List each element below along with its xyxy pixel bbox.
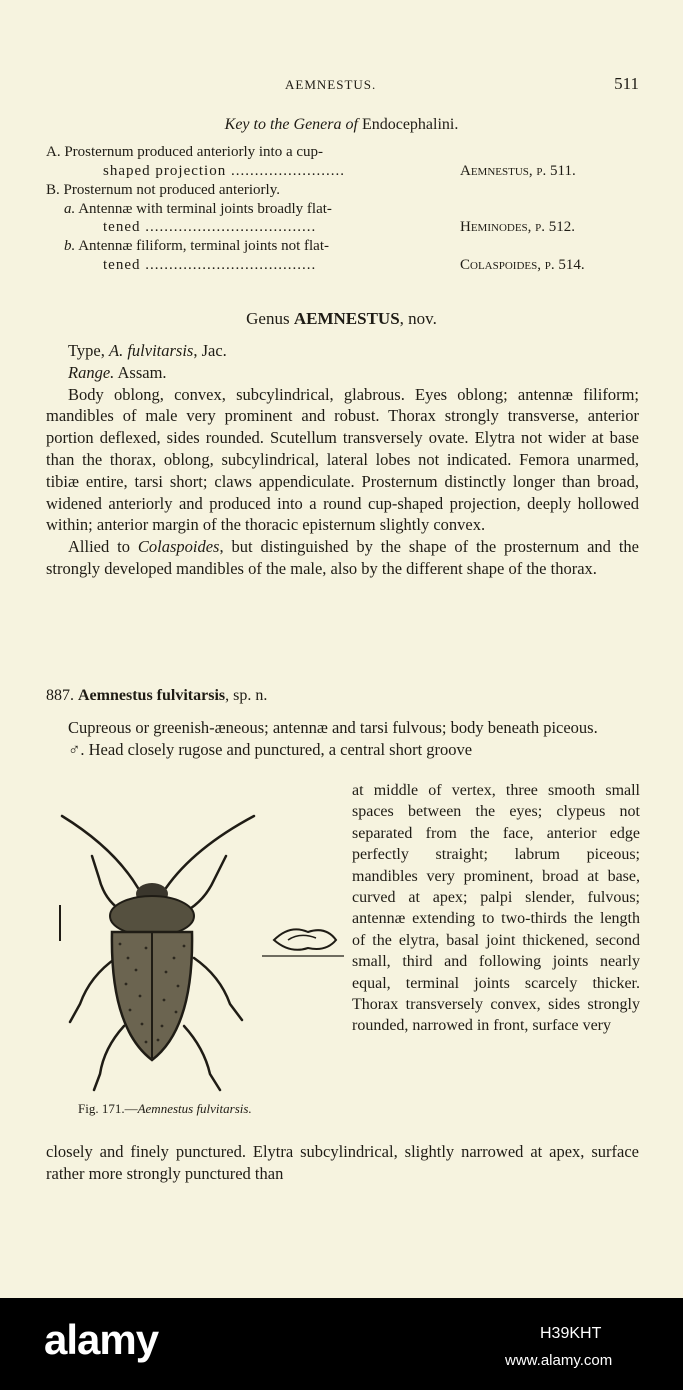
key-title-roman: Endocephalini. [361, 116, 459, 133]
key-entry-a: A. Prosternum produced anteriorly into a cup- [46, 144, 324, 160]
key-entry-b-b-cont: tened .................................... [103, 257, 317, 273]
key-entry-b-a-letter: a. [64, 201, 76, 217]
key-entry-b-a-text: Antennæ with terminal joints broadly flat- [78, 201, 332, 217]
key-entry-b-b-letter: b. [64, 238, 76, 254]
running-head [0, 74, 683, 96]
male-description-start: ♂. Head closely rugose and punctured, a central short groove [68, 739, 473, 759]
key-title-italic: Key to the Genera of [224, 116, 358, 133]
genus-description: Body oblong, convex, subcylindrical, glabrous. Eyes oblong; antennæ filiform; mandibles of male very prominent and robust. Thorax strongly transverse, anterior portion deflexed, sides rounded. Scutellum transversely ovate. Elytra not wider at base than the thorax, oblong, subcylindrical, lateral lobes not indicated. Femora unarmed, tibiæ entire, tarsi short; claws appendiculate. Prosternum distinctly longer than broad, widened anteriorly and produced into a round cup-shaped projection, deeply hollowed within; anterior margin of the thoracic episternum slightly convex. [46, 384, 639, 535]
key-entry-b-b-text: Antennæ filiform, terminal joints not flat- [78, 238, 329, 254]
genus-name: AEMNESTUS [293, 309, 400, 328]
allied-after: , but distinguished by the shape of the prosternum and the strongly developed mandibles of the male, also by the different shape of the thorax. [46, 537, 639, 578]
stock-id: H39KHT [540, 1325, 602, 1342]
scale-bar-icon [56, 905, 64, 941]
male-description-text: at middle of vertex, three smooth small spaces between the eyes; clypeus not separated from the face, anterior edge perfectly straight; labrum piceous; mandibles very prominent, broad at base, curved at apex; palpi slender, fulvous; antennæ extending to two-thirds the length of the elytra, basal joint thickened, second small, third and following joints nearly equal, terminal joints scarcely thicker. Thorax transversely convex, sides strongly rounded, narrowed in front, surface very [352, 782, 640, 1035]
beetle-illustration [54, 808, 264, 1098]
closing-text: closely and finely punctured. Elytra subcylindrical, slightly narrowed at apex, surface rather more strongly punctured than [46, 1142, 639, 1183]
type-author: , Jac. [193, 341, 227, 360]
closing-block [46, 1141, 639, 1185]
key-ref-aemnestus: Aemnestus, p. 511. [460, 163, 576, 179]
coloration: Cupreous or greenish-æneous; antennæ and tarsi fulvous; body beneath piceous. [68, 718, 598, 737]
key-entry-b-a [64, 200, 332, 219]
allied-genus: Colaspoides [137, 537, 220, 557]
allied-note [46, 536, 639, 580]
range-label: Range. [68, 362, 115, 382]
key-entry-a-cont: shaped projection ........................ [103, 163, 345, 179]
type-species: A. fulvitarsis [109, 341, 194, 360]
genus-suffix: , nov. [399, 309, 437, 328]
species-name: Aemnestus fulvitarsis [78, 687, 226, 704]
species-heading [46, 687, 267, 705]
key-ref-heminodes: Heminodes, p. 512. [460, 219, 576, 235]
key-entry-b-a-cont: tened .................................... [103, 219, 317, 235]
species-suffix: , sp. n. [225, 687, 268, 704]
type-label: Type, [68, 341, 105, 360]
genus-description-block [46, 340, 639, 580]
genus-prefix: Genus [246, 309, 290, 328]
coloration-block [46, 717, 639, 761]
alamy-logo: alamy [44, 1316, 159, 1363]
key-entry-b-b [64, 237, 329, 256]
type-line [46, 340, 639, 362]
figure-caption [78, 1101, 252, 1117]
male-description-column [352, 780, 640, 1037]
species-number: 887. [46, 687, 74, 704]
figure-caption-prefix: Fig. 171.— [78, 1101, 138, 1116]
key-title [0, 116, 683, 134]
page-number: 511 [614, 74, 639, 93]
range-value: Assam. [117, 362, 167, 382]
site-url: www.alamy.com [505, 1352, 613, 1369]
range-line [46, 362, 639, 384]
figure-caption-species: Aemnestus fulvitarsis. [137, 1101, 252, 1116]
key-ref-colaspoides: Colaspoides, p. 514. [460, 257, 585, 273]
key-entry-b: B. Prosternum not produced anteriorly. [46, 182, 280, 198]
genus-heading [0, 309, 683, 329]
prosternum-detail-illustration [260, 918, 346, 966]
allied-before: Allied to [68, 537, 130, 557]
running-title: AEMNESTUS. [285, 77, 377, 92]
